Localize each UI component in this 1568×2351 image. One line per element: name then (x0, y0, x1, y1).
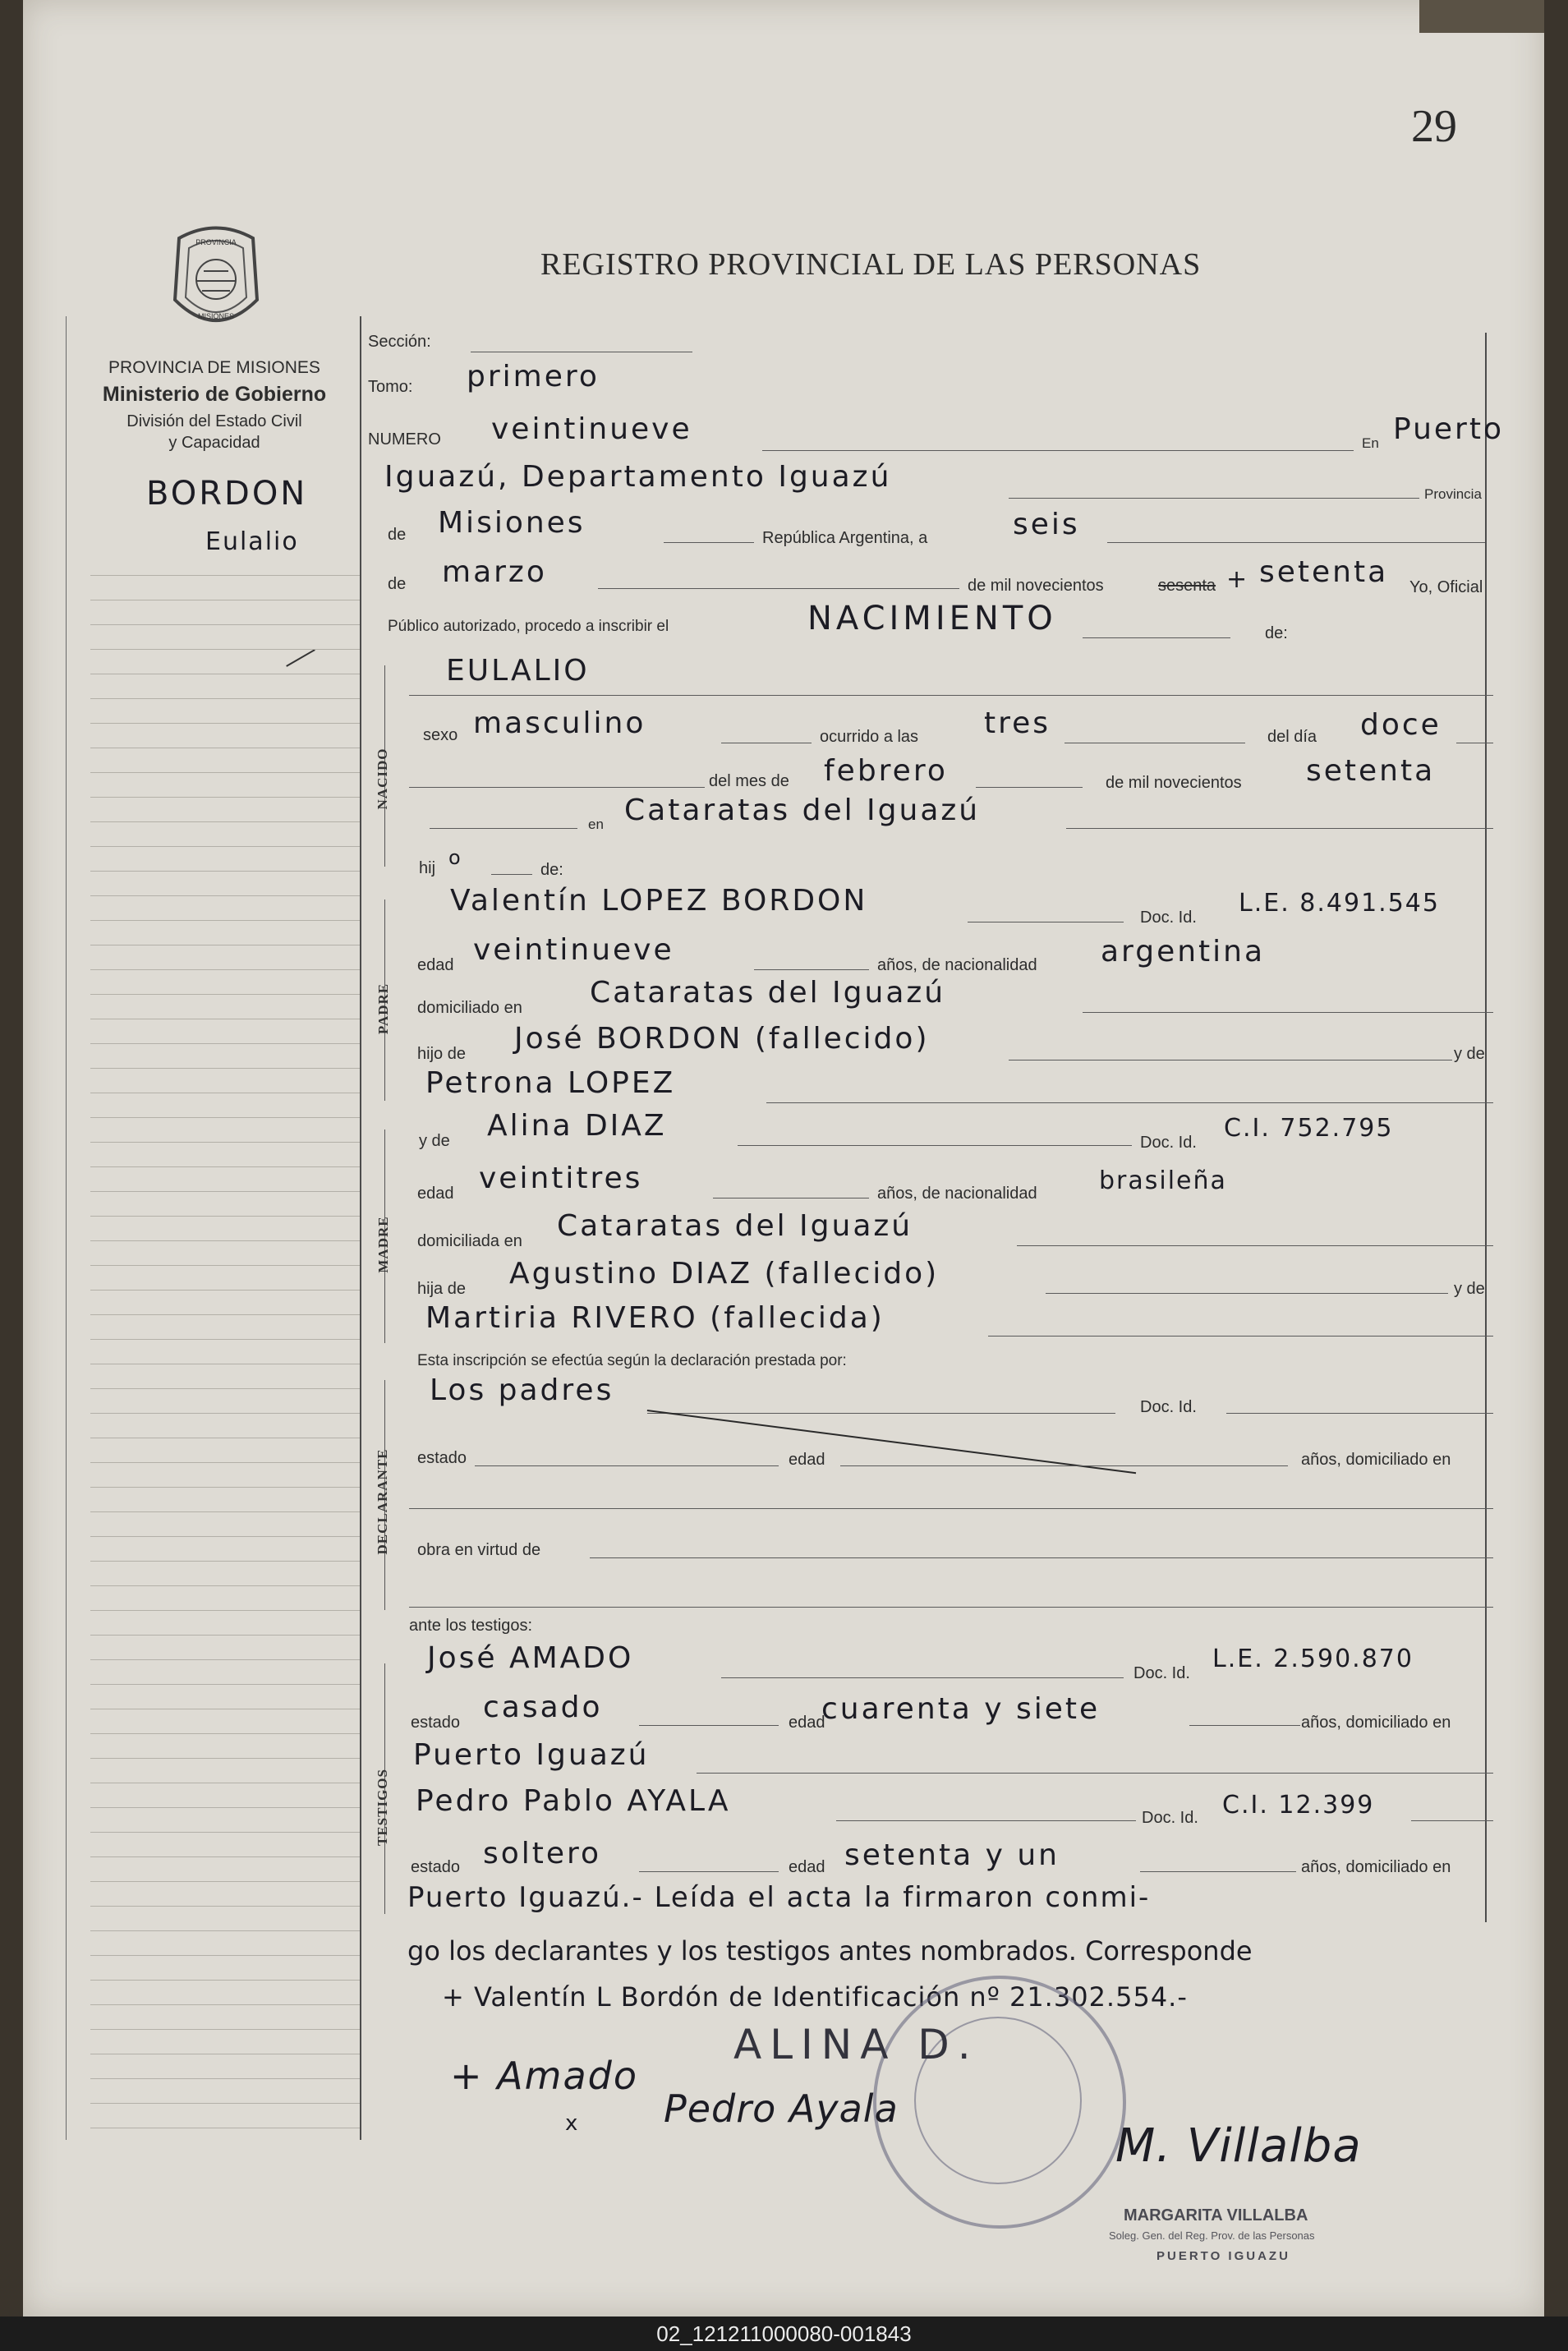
padre-dom-value: Cataratas del Iguazú (590, 976, 946, 1010)
ocurrido-label: ocurrido a las (820, 728, 919, 746)
testigo1-value: José AMADO (427, 1641, 634, 1675)
left-border-line (66, 316, 67, 2140)
esta-inscripcion-label: Esta inscripción se efectúa según la declaración prestada por: (417, 1352, 847, 1369)
madre-edad-value: veintitres (479, 1162, 643, 1195)
declarante-edad-label: edad (789, 1451, 825, 1469)
madre-y-de-label-2: y de (1454, 1280, 1485, 1298)
padre-nac-label: años, de nacionalidad (877, 956, 1037, 974)
sexo-value: masculino (473, 706, 646, 740)
margin-ruled-line (90, 1955, 360, 1956)
numero-label: NUMERO (368, 430, 441, 449)
mes-value: marzo (442, 555, 547, 589)
margin-ruled-line (90, 1930, 360, 1931)
madre-edad-label: edad (417, 1185, 454, 1203)
madre-doc-label: Doc. Id. (1140, 1134, 1197, 1152)
padre-hijo-de-value: José BORDON (fallecido) (514, 1022, 930, 1056)
hora-value: tres (984, 706, 1051, 740)
signature-official: M. Villalba (1115, 2119, 1362, 2173)
del-mes-label: del mes de (709, 772, 789, 790)
hij-label: hij (419, 859, 436, 877)
seal-top-text: PROVINCIA (195, 238, 237, 246)
margin-ruled-line (90, 2029, 360, 2030)
signature-x-mark: x (565, 2111, 580, 2136)
margin-ruled-line (90, 2078, 360, 2079)
seccion-label: Sección: (368, 333, 431, 351)
declarante-dom-label: años, domiciliado en (1301, 1451, 1451, 1469)
page-number: 29 (1411, 101, 1457, 152)
padre-nombre-value: Valentín LOPEZ BORDON (450, 884, 868, 918)
official-stamp-name: MARGARITA VILLALBA (1124, 2206, 1308, 2224)
anio-struck-value: sesenta (1158, 577, 1216, 595)
section-madre: MADRE (375, 1216, 391, 1273)
header-title: REGISTRO PROVINCIAL DE LAS PERSONAS (540, 247, 1202, 282)
testigo1-doc-label: Doc. Id. (1133, 1664, 1190, 1682)
testigo2-value: Pedro Pablo AYALA (416, 1784, 731, 1818)
official-stamp-title: Soleg. Gen. del Reg. Prov. de las Personas (1109, 2229, 1315, 2242)
division-label-1: División del Estado Civil (126, 412, 302, 430)
margin-ruled-line (90, 575, 360, 576)
nombre-value: EULALIO (446, 654, 590, 688)
provincia-value: Misiones (438, 506, 586, 540)
margin-ruled-line (90, 698, 360, 699)
de-label-2: de (388, 575, 407, 593)
madre-y-de-label: y de (419, 1132, 450, 1150)
tomo-value: primero (467, 360, 600, 393)
ministry-label: Ministerio de Gobierno (102, 383, 327, 406)
madre-hija-de-label: hija de (417, 1280, 466, 1298)
margin-ruled-line (90, 1758, 360, 1759)
testigo2-doc-label: Doc. Id. (1142, 1809, 1198, 1827)
testigo1-dom-value: Puerto Iguazú (413, 1738, 650, 1772)
provincial-seal-icon (154, 222, 278, 345)
document-page (23, 0, 1544, 2316)
anio-plus-mark: + (1226, 565, 1249, 594)
testigo1-estado-value: casado (483, 1691, 603, 1724)
closing-line-3: + Valentín L Bordón de Identificación nº 21.302.554.- (442, 1981, 1188, 2013)
hij-suffix-value: o (448, 846, 462, 869)
de-mil-label: de mil novecientos (968, 577, 1104, 595)
testigo1-doc-value: L.E. 2.590.870 (1212, 1645, 1414, 1673)
madre-doc-value: C.I. 752.795 (1224, 1114, 1394, 1143)
de-label: de (388, 526, 407, 544)
padre-doc-label: Doc. Id. (1140, 909, 1197, 927)
margin-ruled-line (90, 797, 360, 798)
seal-bottom-text: MISIONES (197, 312, 235, 320)
padre-hijo-de-label: hijo de (417, 1045, 466, 1063)
margin-ruled-line (90, 846, 360, 847)
section-testigos: TESTIGOS (375, 1769, 390, 1846)
margin-ruled-line (90, 871, 360, 872)
section-nacido: NACIDO (375, 748, 390, 810)
section-padre: PADRE (375, 982, 391, 1035)
margin-ruled-line (90, 1832, 360, 1833)
margin-ruled-line (90, 994, 360, 995)
dia-nac-value: doce (1360, 708, 1442, 742)
dia-value: seis (1013, 508, 1080, 541)
tomo-label: Tomo: (368, 378, 413, 396)
madre-dom-value: Cataratas del Iguazú (557, 1209, 913, 1243)
testigo2-estado-value: soltero (483, 1837, 602, 1870)
margin-ruled-line (90, 1536, 360, 1537)
margin-ruled-line (90, 624, 360, 625)
margin-ruled-line (90, 723, 360, 724)
madre-nombre-value: Alina DIAZ (487, 1109, 667, 1143)
margin-ruled-line (90, 1166, 360, 1167)
margin-ruled-line (90, 1635, 360, 1636)
declarante-value: Los padres (430, 1373, 614, 1407)
margin-ruled-line (90, 1388, 360, 1389)
margin-ruled-line (90, 1339, 360, 1340)
declarante-doc-label: Doc. Id. (1140, 1398, 1197, 1416)
closing-line-2: go los declarantes y los testigos antes nombrados. Corresponde (407, 1935, 1253, 1967)
margin-ruled-line (90, 1191, 360, 1192)
margin-given-name: Eulalio (205, 527, 299, 556)
del-dia-label: del día (1267, 728, 1317, 746)
margin-ruled-line (90, 1980, 360, 1981)
madre-hija-de-value: Agustino DIAZ (fallecido) (509, 1257, 940, 1291)
numero-value: veintinueve (491, 412, 692, 446)
margin-ruled-line (90, 1142, 360, 1143)
margin-ruled-line (90, 649, 360, 650)
signature-alina: ALINA D. (733, 2021, 979, 2068)
margin-ruled-line (90, 1561, 360, 1562)
madre-dom-label: domiciliada en (417, 1232, 522, 1250)
en-label: En (1362, 435, 1379, 451)
mes-nac-value: febrero (824, 754, 948, 788)
testigo1-dom-label: años, domiciliado en (1301, 1714, 1451, 1732)
margin-ruled-line (90, 1659, 360, 1660)
en-label-2: en (588, 817, 604, 832)
division-label-2: y Capacidad (168, 434, 260, 452)
province-label: PROVINCIA DE MISIONES (108, 358, 320, 377)
testigo1-estado-label: estado (411, 1714, 461, 1732)
margin-ruled-line (90, 1881, 360, 1882)
testigo2-edad-value: setenta y un (844, 1838, 1060, 1872)
provincia-label: Provincia (1424, 486, 1482, 502)
scan-id-footer: 02_121211000080-001843 (0, 2316, 1568, 2351)
margin-ruled-line (90, 1610, 360, 1611)
margin-ruled-line (90, 1068, 360, 1069)
madre-nac-value: brasileña (1099, 1166, 1227, 1195)
left-divider-line (360, 316, 361, 2140)
padre-dom-label: domiciliado en (417, 999, 522, 1017)
testigo2-doc-value: C.I. 12.399 (1222, 1791, 1375, 1820)
location-line-value: Iguazú, Departamento Iguazú (384, 460, 892, 494)
yo-oficial-label: Yo, Oficial (1409, 578, 1483, 596)
margin-ruled-line (90, 1117, 360, 1118)
margin-tick (286, 649, 315, 667)
margin-ruled-line (90, 821, 360, 822)
padre-y-de-label: y de (1454, 1045, 1485, 1063)
madre-nac-label: años, de nacionalidad (877, 1185, 1037, 1203)
margin-ruled-line (90, 1856, 360, 1857)
sexo-label: sexo (423, 726, 458, 744)
anio-nac-value: setenta (1306, 754, 1436, 788)
signature-ayala: Pedro Ayala (664, 2086, 899, 2131)
margin-ruled-line (90, 1265, 360, 1266)
testigo1-edad-label: edad (789, 1714, 825, 1732)
margin-ruled-line (90, 1413, 360, 1414)
binding-tape (1419, 0, 1544, 33)
acto-value: NACIMIENTO (807, 600, 1057, 637)
padre-edad-value: veintinueve (473, 933, 674, 967)
margin-ruled-line (90, 1511, 360, 1512)
margin-ruled-line (90, 920, 360, 921)
margin-ruled-line (90, 1216, 360, 1217)
margin-ruled-line (90, 1240, 360, 1241)
obra-label: obra en virtud de (417, 1541, 541, 1559)
padre-madre-value: Petrona LOPEZ (425, 1066, 676, 1100)
anio-value: setenta (1259, 555, 1389, 589)
lugar-nac-value: Cataratas del Iguazú (624, 794, 981, 827)
margin-surname: BORDON (146, 475, 308, 513)
margin-ruled-line (90, 1906, 360, 1907)
publico-label: Público autorizado, procedo a inscribir el (388, 618, 669, 635)
de-mil-nov-label: de mil novecientos (1106, 774, 1242, 792)
republica-label: República Argentina, a (762, 529, 928, 547)
closing-line-1: Puerto Iguazú.- Leída el acta la firmaron conmi- (407, 1881, 1151, 1914)
margin-ruled-line (90, 1043, 360, 1044)
testigo2-edad-label: edad (789, 1858, 825, 1876)
margin-ruled-line (90, 1733, 360, 1734)
margin-ruled-line (90, 1807, 360, 1808)
right-border-line (1485, 333, 1487, 1922)
padre-doc-value: L.E. 8.491.545 (1239, 889, 1440, 918)
en-city-value: Puerto (1393, 412, 1504, 446)
section-declarante: DECLARANTE (375, 1448, 390, 1555)
testigo1-edad-value: cuarenta y siete (821, 1692, 1101, 1726)
de-colon-label: de: (1265, 624, 1288, 642)
margin-ruled-line (90, 2004, 360, 2005)
margin-ruled-line (90, 895, 360, 896)
margin-ruled-line (90, 1314, 360, 1315)
testigo2-dom-label: años, domiciliado en (1301, 1858, 1451, 1876)
testigo2-estado-label: estado (411, 1858, 461, 1876)
de2-label: de: (540, 861, 563, 879)
ante-label: ante los testigos: (409, 1617, 533, 1635)
margin-ruled-line (90, 2103, 360, 2104)
margin-ruled-line (90, 1487, 360, 1488)
margin-ruled-line (90, 1585, 360, 1586)
margin-ruled-line (90, 1462, 360, 1463)
madre-madre-value: Martiria RIVERO (fallecida) (425, 1301, 885, 1335)
padre-edad-label: edad (417, 956, 454, 974)
declarante-strike-line (647, 1410, 1136, 1474)
declarante-estado-label: estado (417, 1449, 467, 1467)
margin-ruled-line (90, 1290, 360, 1291)
margin-ruled-line (90, 772, 360, 773)
margin-ruled-line (90, 1684, 360, 1685)
margin-ruled-line (90, 969, 360, 970)
official-stamp-place: PUERTO IGUAZU (1156, 2249, 1290, 2263)
padre-nac-value: argentina (1101, 935, 1266, 968)
signature-amado: + Amado (450, 2054, 638, 2098)
